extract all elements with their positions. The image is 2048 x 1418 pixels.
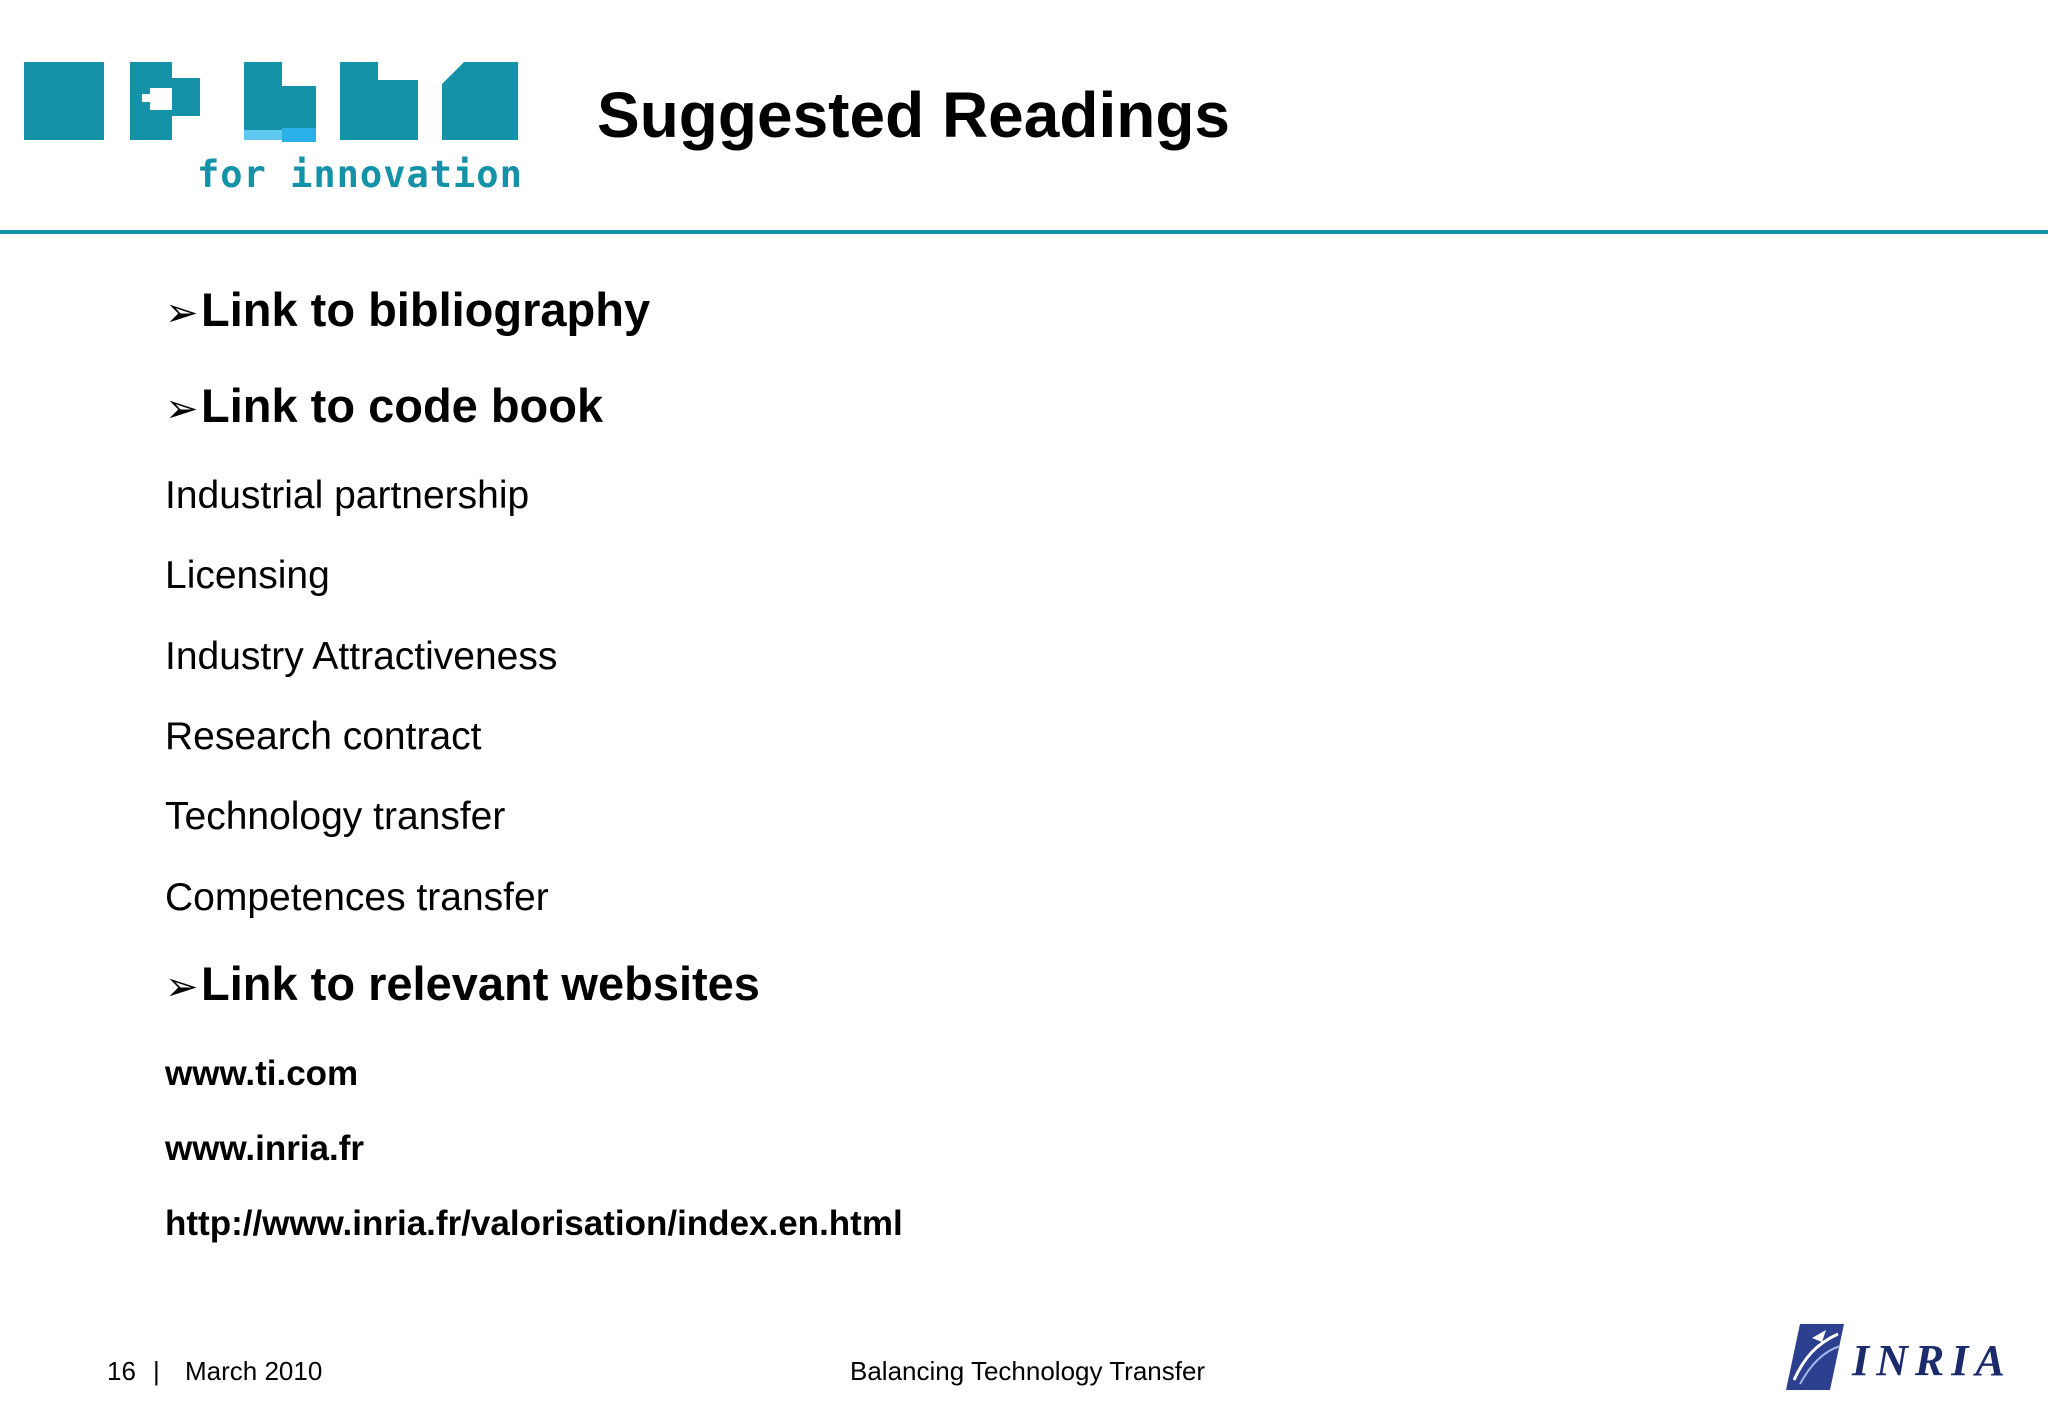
- bullet-websites[interactable]: [165, 956, 760, 1011]
- arrow-bullet-icon: ➢: [165, 964, 199, 1010]
- footer-separator: |: [153, 1356, 160, 1386]
- website-link[interactable]: www.inria.fr: [165, 1129, 365, 1168]
- website-link[interactable]: http://www.inria.fr/valorisation/index.en.html: [165, 1204, 903, 1243]
- list-item: Research contract: [165, 715, 482, 758]
- footer-title: Balancing Technology Transfer: [850, 1356, 1206, 1386]
- list-item: Industry Attractiveness: [165, 635, 558, 678]
- logo-block-3: [244, 62, 282, 86]
- bullet-label: Link to code book: [201, 379, 604, 432]
- logo-tagline: for innovation: [197, 153, 523, 196]
- header-divider: [0, 230, 2048, 234]
- website-link[interactable]: www.ti.com: [165, 1054, 359, 1093]
- arrow-bullet-icon: ➢: [165, 290, 199, 336]
- list-item: Competences transfer: [165, 876, 549, 919]
- slide-title: Suggested Readings: [597, 79, 1230, 151]
- slide-header: [0, 0, 2048, 234]
- bullet-code-book[interactable]: [165, 378, 603, 433]
- list-item: Industrial partnership: [165, 474, 530, 517]
- bullet-label: Link to bibliography: [201, 283, 651, 336]
- list-item: Technology transfer: [165, 795, 506, 838]
- inria-logo-text: INRIA: [1852, 1336, 2012, 1385]
- page-number: 16: [107, 1356, 136, 1386]
- list-item: Licensing: [165, 554, 330, 597]
- logo-block-1: [24, 62, 104, 140]
- footer-date: March 2010: [185, 1356, 323, 1386]
- logo-block-5: [442, 62, 518, 140]
- arrow-bullet-icon: ➢: [165, 386, 199, 432]
- bullet-label: Link to relevant websites: [201, 957, 760, 1010]
- bullet-bibliography[interactable]: [165, 282, 650, 337]
